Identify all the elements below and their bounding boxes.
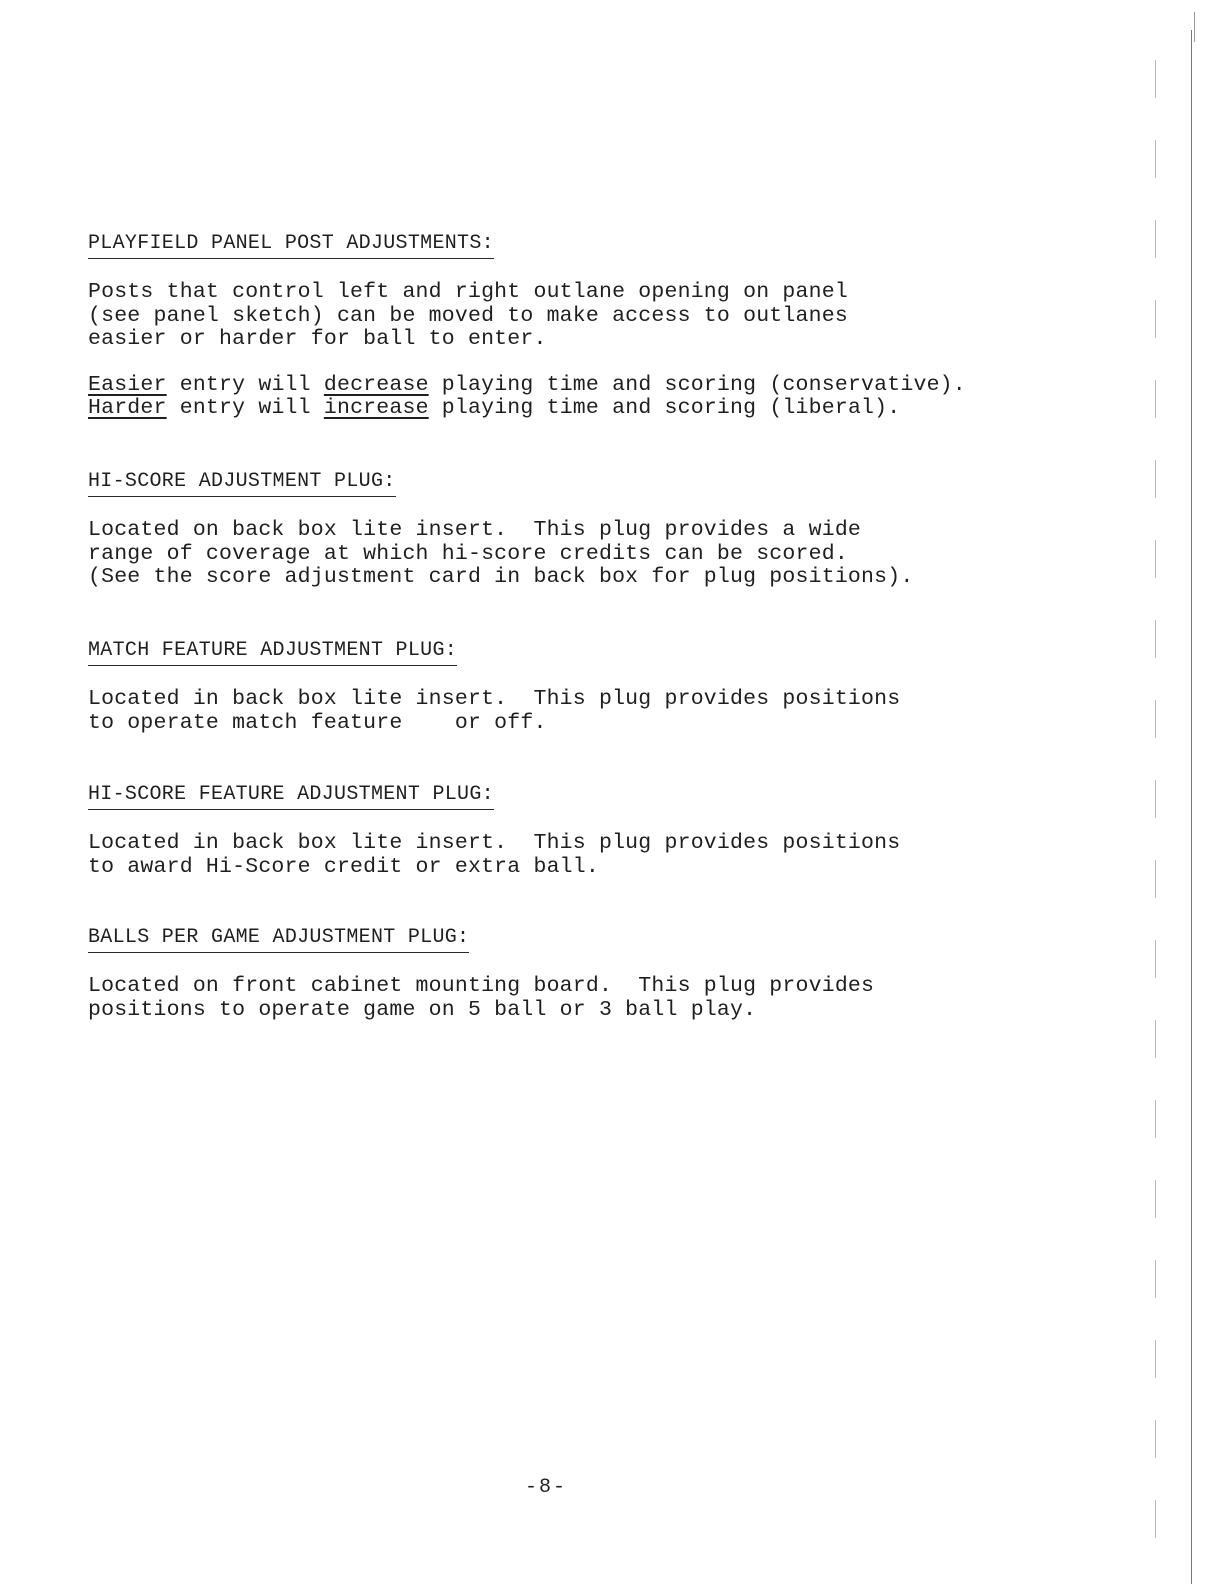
- section-heading: PLAYFIELD PANEL POST ADJUSTMENTS:: [88, 232, 494, 259]
- page-number: -8-: [524, 1476, 567, 1499]
- paragraph-line: Located on back box lite insert. This plug provides a wide: [88, 518, 862, 542]
- section-heading: MATCH FEATURE ADJUSTMENT PLUG:: [88, 639, 457, 666]
- paragraph-line: range of coverage at which hi-score credits can be scored.: [88, 541, 848, 566]
- effect-lead-harder: Harder: [88, 396, 167, 420]
- section-paragraph: [88, 519, 1088, 590]
- section-match-feature-adjustment: [88, 639, 1088, 735]
- effect-rest: playing time and scoring (conservative).: [428, 372, 966, 397]
- paragraph-line: Located on front cabinet mounting board. This plug provides: [88, 974, 875, 998]
- margin-marks: [1155, 60, 1165, 1560]
- section-playfield-panel-post: [88, 232, 1088, 421]
- effect-rest: playing time and scoring (liberal).: [428, 396, 901, 420]
- section-paragraph: [88, 975, 1088, 1022]
- effect-verb-decrease: decrease: [323, 372, 429, 397]
- page-edge: [1191, 30, 1192, 1584]
- effects-paragraph: [88, 374, 1088, 421]
- paragraph-line: Located in back box lite insert. This plug provides positions: [88, 687, 901, 711]
- paragraph-line: easier or harder for ball to enter.: [88, 327, 547, 351]
- paragraph-line: (See the score adjustment card in back box for plug positions).: [88, 565, 914, 589]
- section-paragraph: [88, 832, 1088, 879]
- section-hi-score-adjustment: [88, 470, 1088, 590]
- section-heading: HI-SCORE FEATURE ADJUSTMENT PLUG:: [88, 783, 494, 810]
- effect-mid: entry will: [166, 396, 324, 420]
- section-paragraph: [88, 281, 1088, 352]
- section-heading: HI-SCORE ADJUSTMENT PLUG:: [88, 470, 396, 497]
- paragraph-line: (see panel sketch) can be moved to make access to outlanes: [88, 303, 848, 328]
- paragraph-line: positions to operate game on 5 ball or 3 ball play.: [88, 997, 757, 1022]
- paragraph-line: Posts that control left and right outlane opening on panel: [88, 280, 848, 304]
- effect-mid: entry will: [166, 372, 324, 397]
- effect-verb-increase: increase: [323, 396, 429, 420]
- paragraph-line: to operate match feature or off.: [88, 710, 547, 735]
- paragraph-line: Located in back box lite insert. This plug provides positions: [88, 831, 901, 855]
- paragraph-line: to award Hi-Score credit or extra ball.: [88, 854, 599, 879]
- section-paragraph: [88, 688, 1088, 735]
- page-edge-top: [1194, 12, 1195, 42]
- section-balls-per-game-adjustment: [88, 926, 1088, 1022]
- section-heading: BALLS PER GAME ADJUSTMENT PLUG:: [88, 926, 469, 953]
- effect-lead-easier: Easier: [88, 372, 167, 397]
- section-hi-score-feature-adjustment: [88, 783, 1088, 879]
